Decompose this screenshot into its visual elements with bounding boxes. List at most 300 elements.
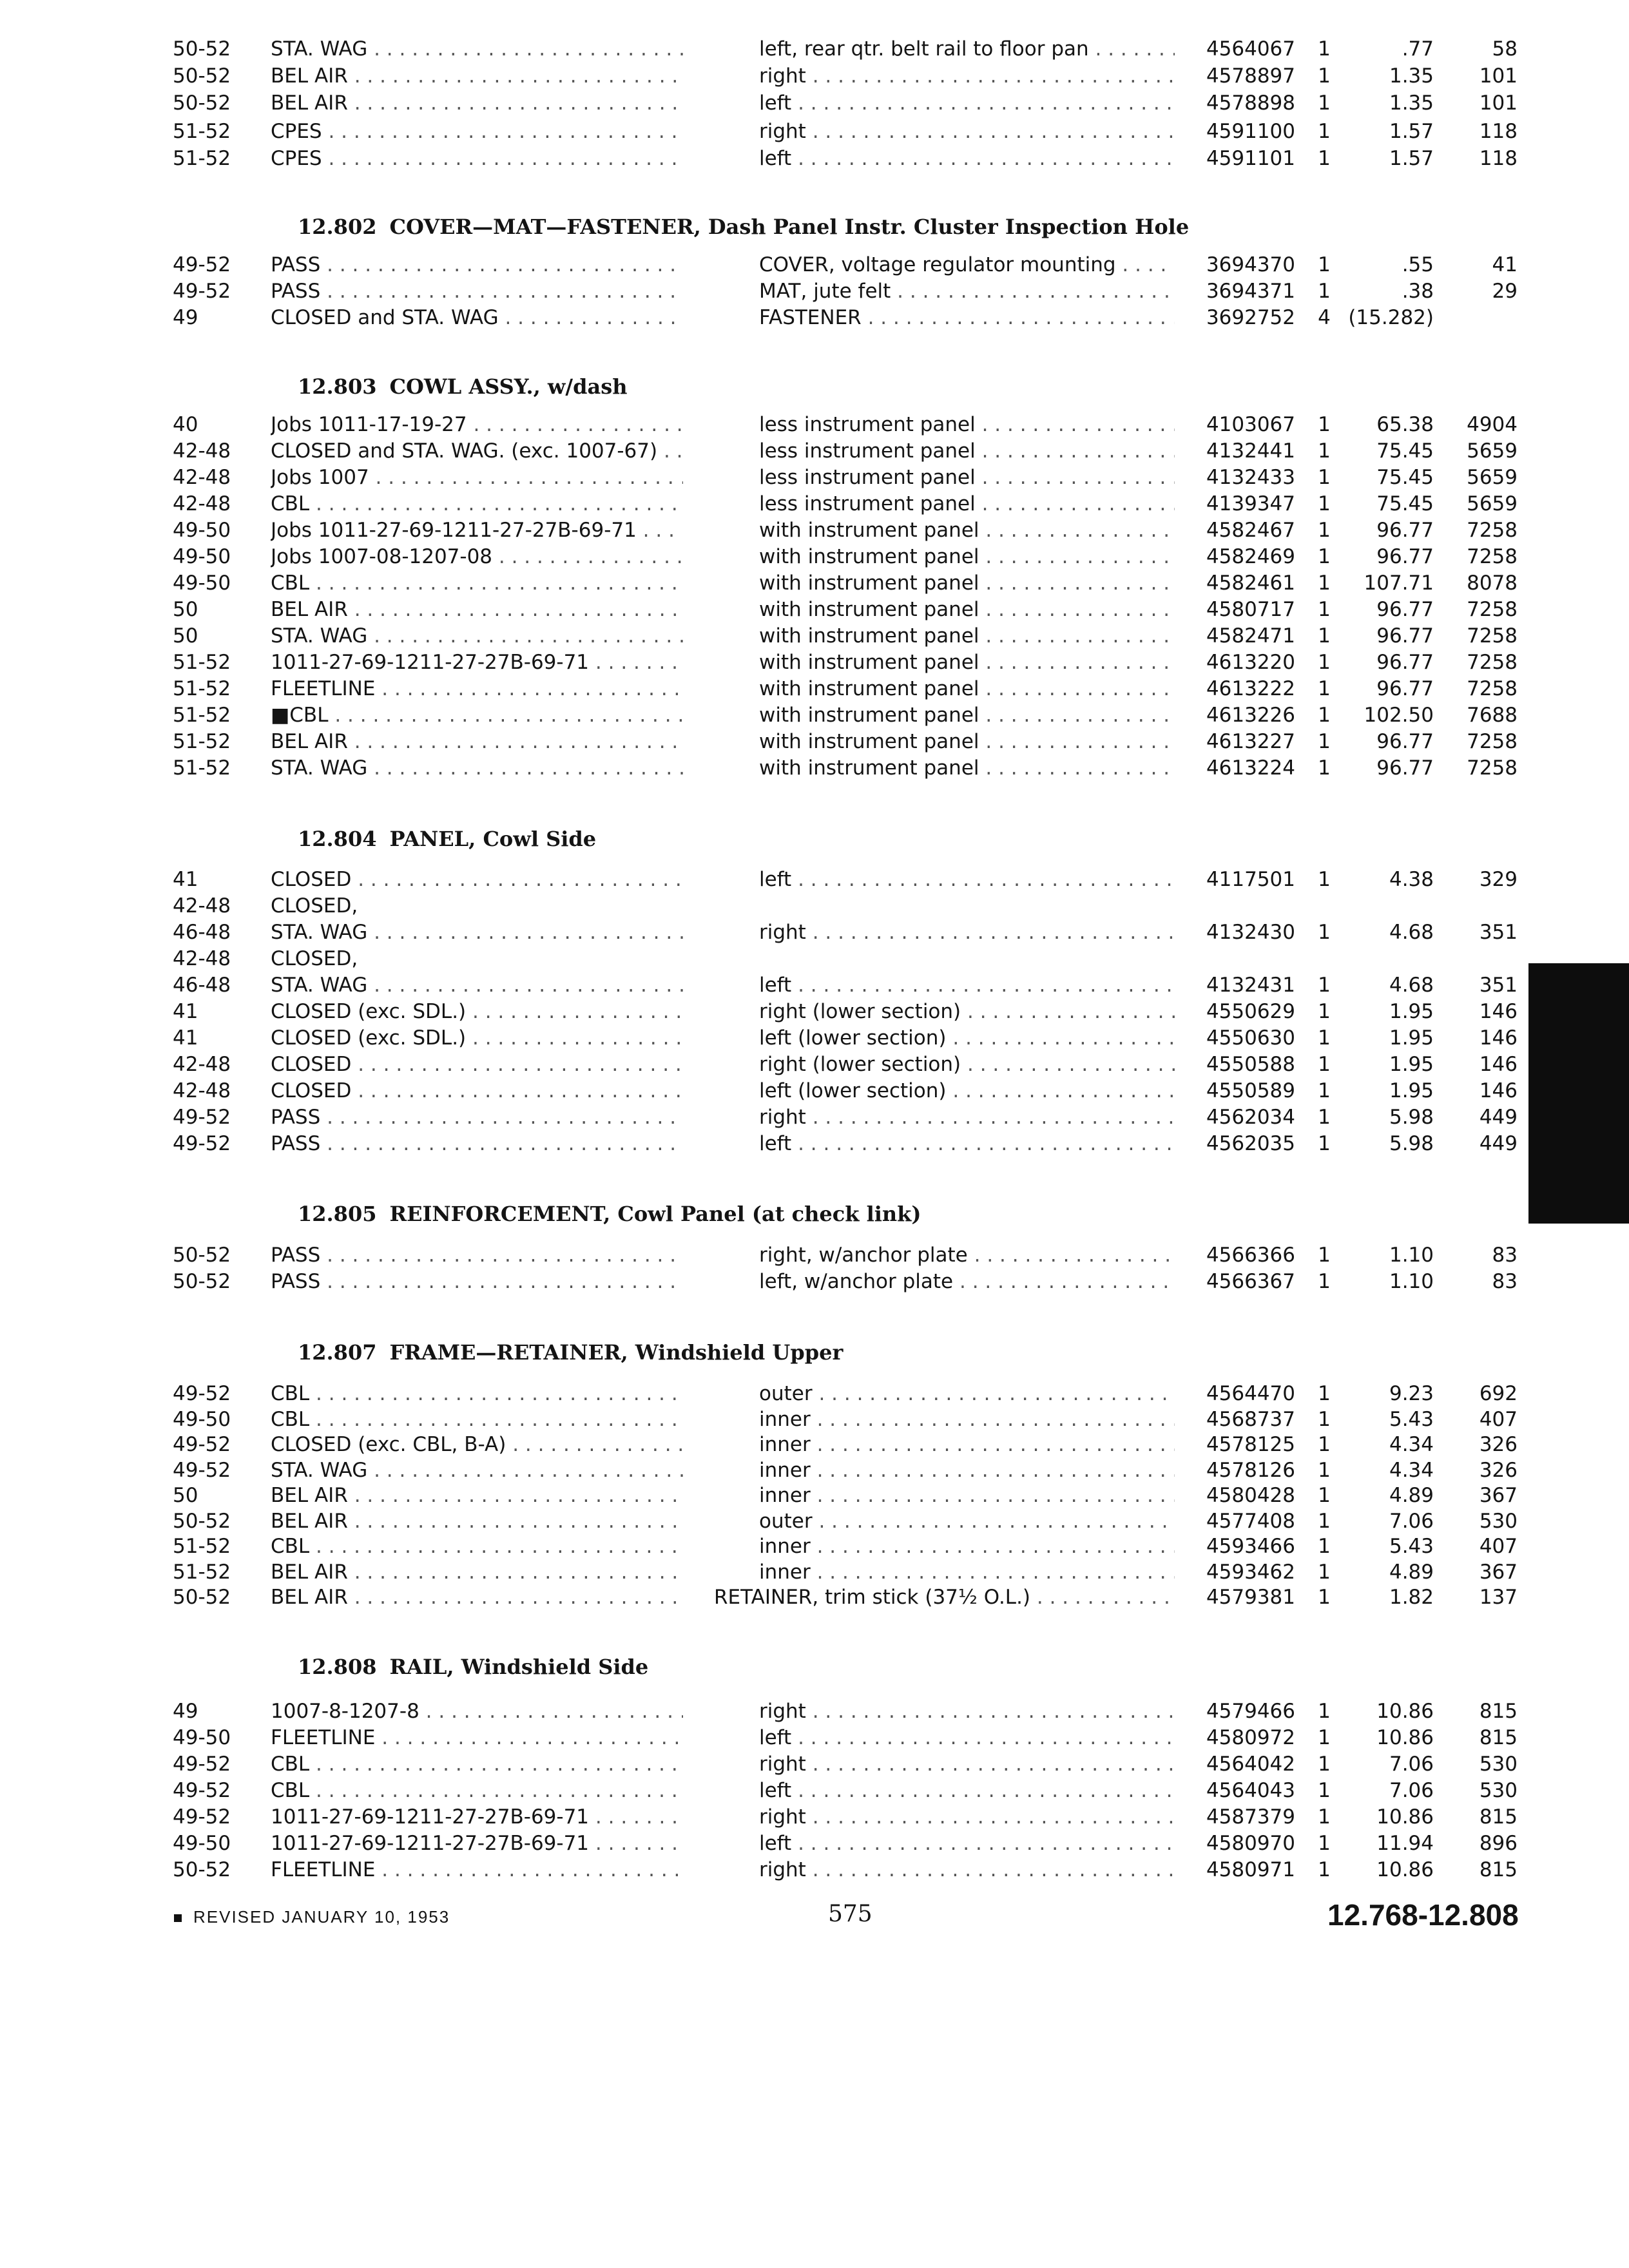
year-range: 49-52 <box>173 1106 231 1129</box>
group-number: 7258 <box>1467 624 1518 648</box>
part-description: RETAINER, trim stick (37½ O.L.) . . . <box>714 1584 1175 1611</box>
part-number: 4132441 <box>1206 439 1295 463</box>
table-row <box>0 490 1629 517</box>
group-number: 7258 <box>1467 730 1518 753</box>
model-description: ■CBL . . . <box>271 702 683 729</box>
section-number: 12.805 <box>298 1202 377 1226</box>
part-description: right . . . <box>759 1751 1175 1778</box>
year-range: 49-50 <box>173 572 231 595</box>
section-number: 12.804 <box>298 827 377 851</box>
quantity: 1 <box>1318 413 1331 436</box>
list-price: 4.34 <box>1389 1433 1434 1456</box>
section-number: 12.803 <box>298 374 377 399</box>
list-price: 1.95 <box>1389 1079 1434 1102</box>
quantity: 1 <box>1318 572 1331 595</box>
model-description: Jobs 1007 . . . <box>271 464 683 491</box>
group-number: 692 <box>1479 1382 1518 1405</box>
quantity: 1 <box>1318 730 1331 753</box>
group-number: 329 <box>1479 868 1518 891</box>
list-price: 5.98 <box>1389 1132 1434 1155</box>
part-description: with instrument panel . . . <box>759 675 1175 702</box>
group-number: 101 <box>1479 91 1518 115</box>
table-row <box>0 1751 1629 1778</box>
section-title: RAIL, Windshield Side <box>389 1655 649 1679</box>
quantity: 1 <box>1318 280 1331 303</box>
year-range: 51-52 <box>173 756 231 780</box>
model-description: BEL AIR . . . <box>271 1508 683 1535</box>
model-description: CLOSED . . . <box>271 1077 683 1104</box>
part-number: 4566366 <box>1206 1244 1295 1267</box>
model-description: CPES . . . <box>271 145 683 172</box>
list-price: 4.89 <box>1389 1561 1434 1584</box>
year-range: 42-48 <box>173 947 231 970</box>
model-description: PASS . . . <box>271 1104 683 1131</box>
quantity: 1 <box>1318 1484 1331 1507</box>
year-range: 42-48 <box>173 492 231 515</box>
list-price: 10.86 <box>1376 1858 1434 1881</box>
list-price: 7.06 <box>1389 1510 1434 1533</box>
group-number: 5659 <box>1467 466 1518 489</box>
year-range: 51-52 <box>173 651 231 674</box>
part-description: right (lower section) . . . <box>759 998 1175 1025</box>
part-number: 4550589 <box>1206 1079 1295 1102</box>
part-description: left, w/anchor plate . . . <box>759 1268 1175 1295</box>
quantity: 1 <box>1318 37 1331 61</box>
group-number: 367 <box>1479 1561 1518 1584</box>
list-price: .38 <box>1402 280 1434 303</box>
quantity: 1 <box>1318 974 1331 997</box>
list-price: 1.57 <box>1389 120 1434 143</box>
year-range: 41 <box>173 1000 198 1023</box>
part-description: less instrument panel . . . <box>759 464 1175 491</box>
quantity: 1 <box>1318 1433 1331 1456</box>
group-number: 146 <box>1479 1000 1518 1023</box>
list-price: 96.77 <box>1376 756 1434 780</box>
model-description: PASS . . . <box>271 1268 683 1295</box>
revision-note <box>174 1907 450 1927</box>
part-description: left (lower section) . . . <box>759 1024 1175 1052</box>
year-range: 50-52 <box>173 91 231 115</box>
part-description: with instrument panel . . . <box>759 754 1175 782</box>
table-row <box>0 1406 1629 1433</box>
quantity: 1 <box>1318 64 1331 88</box>
part-number: 4132431 <box>1206 974 1295 997</box>
table-row <box>0 543 1629 570</box>
part-description: inner . . . <box>759 1533 1175 1560</box>
year-range: 49-52 <box>173 1779 231 1802</box>
quantity: 1 <box>1318 120 1331 143</box>
model-description: STA. WAG . . . <box>271 754 683 782</box>
list-price: 1.35 <box>1389 91 1434 115</box>
table-row <box>0 145 1629 172</box>
quantity: 1 <box>1318 1408 1331 1431</box>
model-description: 1011-27-69-1211-27-27B-69-71 . . . <box>271 649 683 676</box>
year-range: 51-52 <box>173 147 231 170</box>
group-number: 815 <box>1479 1700 1518 1723</box>
part-description: left . . . <box>759 1777 1175 1804</box>
section-heading <box>298 213 1189 241</box>
part-number: 3694371 <box>1206 280 1295 303</box>
year-range: 46-48 <box>173 921 231 944</box>
table-row <box>0 90 1629 117</box>
model-description: STA. WAG . . . <box>271 1457 683 1484</box>
part-description: COVER, voltage regulator mounting . . . <box>759 251 1175 278</box>
quantity: 1 <box>1318 1270 1331 1293</box>
model-description: PASS . . . <box>271 1130 683 1157</box>
year-range: 49-52 <box>173 1753 231 1776</box>
part-description: with instrument panel . . . <box>759 596 1175 623</box>
group-number: 146 <box>1479 1026 1518 1050</box>
table-row <box>0 892 1629 919</box>
year-range: 42-48 <box>173 1079 231 1102</box>
year-range: 51-52 <box>173 120 231 143</box>
year-range: 41 <box>173 868 198 891</box>
part-number: 4587379 <box>1206 1805 1295 1829</box>
list-price: 1.95 <box>1389 1053 1434 1076</box>
table-row <box>0 675 1629 702</box>
section-heading <box>298 1653 648 1681</box>
part-number: 4613220 <box>1206 651 1295 674</box>
table-row <box>0 1482 1629 1509</box>
revision-text: REVISED JANUARY 10, 1953 <box>193 1907 450 1927</box>
part-description: left . . . <box>759 1830 1175 1857</box>
year-range: 50-52 <box>173 1244 231 1267</box>
part-number: 4582461 <box>1206 572 1295 595</box>
model-description: Jobs 1011-27-69-1211-27-27B-69-71 . . . <box>271 517 683 544</box>
part-description: with instrument panel . . . <box>759 622 1175 649</box>
model-description: CBL . . . <box>271 490 683 517</box>
part-number: 4580428 <box>1206 1484 1295 1507</box>
list-price: 1.82 <box>1389 1586 1434 1609</box>
model-description: CBL . . . <box>271 1777 683 1804</box>
part-number: 4580972 <box>1206 1726 1295 1749</box>
quantity: 1 <box>1318 1858 1331 1881</box>
quantity: 1 <box>1318 253 1331 276</box>
model-description: Jobs 1011-17-19-27 . . . <box>271 411 683 438</box>
group-number: 7688 <box>1467 704 1518 727</box>
model-description: BEL AIR . . . <box>271 728 683 755</box>
year-range: 42-48 <box>173 439 231 463</box>
group-number: 351 <box>1479 921 1518 944</box>
part-number: 4578898 <box>1206 91 1295 115</box>
table-row <box>0 35 1629 62</box>
part-number: 4580971 <box>1206 1858 1295 1881</box>
year-range: 49-52 <box>173 1805 231 1829</box>
table-row <box>0 1268 1629 1295</box>
part-number: 4613222 <box>1206 677 1295 700</box>
group-number: 530 <box>1479 1753 1518 1776</box>
year-range: 49-52 <box>173 1433 231 1456</box>
part-number: 4593466 <box>1206 1535 1295 1558</box>
model-description: BEL AIR . . . <box>271 1559 683 1586</box>
part-number: 4591101 <box>1206 147 1295 170</box>
year-range: 49-52 <box>173 1382 231 1405</box>
section-heading <box>298 372 628 401</box>
list-price: 1.57 <box>1389 147 1434 170</box>
quantity: 1 <box>1318 1510 1331 1533</box>
part-number: 4613226 <box>1206 704 1295 727</box>
group-number: 4904 <box>1467 413 1518 436</box>
quantity: 1 <box>1318 1726 1331 1749</box>
table-row <box>0 1077 1629 1104</box>
model-description: CLOSED and STA. WAG. (exc. 1007-67) . . . <box>271 437 683 465</box>
table-row <box>0 1777 1629 1804</box>
section-range: 12.768-12.808 <box>1327 1898 1519 1932</box>
table-row <box>0 464 1629 491</box>
part-description: with instrument panel . . . <box>759 728 1175 755</box>
group-number: 41 <box>1492 253 1518 276</box>
table-row <box>0 1856 1629 1883</box>
group-number: 530 <box>1479 1779 1518 1802</box>
group-number: 118 <box>1479 147 1518 170</box>
year-range: 49 <box>173 1700 198 1723</box>
part-number: 4117501 <box>1206 868 1295 891</box>
model-description: BEL AIR . . . <box>271 1584 683 1611</box>
group-number: 5659 <box>1467 492 1518 515</box>
part-number: 4550629 <box>1206 1000 1295 1023</box>
part-number: 4562034 <box>1206 1106 1295 1129</box>
part-description: inner . . . <box>759 1457 1175 1484</box>
list-price: 4.34 <box>1389 1459 1434 1482</box>
section-heading <box>298 1200 921 1228</box>
list-price: 4.68 <box>1389 974 1434 997</box>
year-range: 42-48 <box>173 466 231 489</box>
quantity: 1 <box>1318 1561 1331 1584</box>
part-description: right . . . <box>759 1803 1175 1831</box>
part-description: with instrument panel . . . <box>759 649 1175 676</box>
year-range: 50-52 <box>173 37 231 61</box>
year-range: 49 <box>173 306 198 329</box>
list-price: 10.86 <box>1376 1726 1434 1749</box>
list-price: 4.68 <box>1389 921 1434 944</box>
table-row <box>0 972 1629 999</box>
section-heading <box>298 825 596 853</box>
group-number: 5659 <box>1467 439 1518 463</box>
list-price: 1.95 <box>1389 1026 1434 1050</box>
part-description: right . . . <box>759 1104 1175 1131</box>
part-number: 4132430 <box>1206 921 1295 944</box>
table-row <box>0 1698 1629 1725</box>
quantity: 4 <box>1318 306 1331 329</box>
group-number: 7258 <box>1467 677 1518 700</box>
quantity: 1 <box>1318 756 1331 780</box>
table-row <box>0 62 1629 90</box>
quantity: 1 <box>1318 624 1331 648</box>
year-range: 46-48 <box>173 974 231 997</box>
table-row <box>0 570 1629 597</box>
list-price: 96.77 <box>1376 651 1434 674</box>
table-row <box>0 1130 1629 1157</box>
year-range: 42-48 <box>173 1053 231 1076</box>
part-number: 4564067 <box>1206 37 1295 61</box>
list-price: 75.45 <box>1376 492 1434 515</box>
model-description: PASS . . . <box>271 1242 683 1269</box>
year-range: 49-52 <box>173 253 231 276</box>
part-description: with instrument panel . . . <box>759 517 1175 544</box>
model-description: PASS . . . <box>271 251 683 278</box>
quantity: 1 <box>1318 1700 1331 1723</box>
table-row <box>0 998 1629 1025</box>
group-number: 101 <box>1479 64 1518 88</box>
model-description: CLOSED and STA. WAG . . . <box>271 304 683 331</box>
quantity: 1 <box>1318 439 1331 463</box>
list-price: 10.86 <box>1376 1805 1434 1829</box>
quantity: 1 <box>1318 1079 1331 1102</box>
list-price: 107.71 <box>1364 572 1434 595</box>
model-description: CBL . . . <box>271 1533 683 1560</box>
model-description: CPES . . . <box>271 118 683 145</box>
revision-marker-icon <box>174 1914 182 1922</box>
list-price: 102.50 <box>1364 704 1434 727</box>
part-description: less instrument panel . . . <box>759 437 1175 465</box>
part-number: 4568737 <box>1206 1408 1295 1431</box>
model-description: CBL . . . <box>271 1751 683 1778</box>
quantity: 1 <box>1318 1459 1331 1482</box>
part-description: right (lower section) . . . <box>759 1051 1175 1078</box>
quantity: 1 <box>1318 1535 1331 1558</box>
quantity: 1 <box>1318 1053 1331 1076</box>
part-description: left . . . <box>759 972 1175 999</box>
list-price: 4.89 <box>1389 1484 1434 1507</box>
year-range: 49-50 <box>173 519 231 542</box>
quantity: 1 <box>1318 1779 1331 1802</box>
table-row <box>0 1724 1629 1751</box>
table-row <box>0 1830 1629 1857</box>
table-row <box>0 1559 1629 1586</box>
section-title: FRAME—RETAINER, Windshield Upper <box>389 1340 843 1365</box>
model-description: Jobs 1007-08-1207-08 . . . <box>271 543 683 570</box>
group-number: 407 <box>1479 1408 1518 1431</box>
group-number: 137 <box>1479 1586 1518 1609</box>
part-number: 4564043 <box>1206 1779 1295 1802</box>
part-description: MAT, jute felt . . . <box>759 278 1175 305</box>
part-description: outer . . . <box>759 1508 1175 1535</box>
part-number: 3694370 <box>1206 253 1295 276</box>
group-number: 351 <box>1479 974 1518 997</box>
list-price: 96.77 <box>1376 545 1434 568</box>
quantity: 1 <box>1318 868 1331 891</box>
part-description: inner . . . <box>759 1559 1175 1586</box>
model-description: STA. WAG . . . <box>271 919 683 946</box>
group-number: 7258 <box>1467 598 1518 621</box>
part-number: 4613227 <box>1206 730 1295 753</box>
table-row <box>0 622 1629 649</box>
model-description: CLOSED . . . <box>271 1051 683 1078</box>
part-number: 4578126 <box>1206 1459 1295 1482</box>
quantity: 1 <box>1318 1832 1331 1855</box>
list-price: 5.43 <box>1389 1408 1434 1431</box>
list-price: 65.38 <box>1376 413 1434 436</box>
part-number: 4579381 <box>1206 1586 1295 1609</box>
part-number: 4582471 <box>1206 624 1295 648</box>
part-number: 4582469 <box>1206 545 1295 568</box>
part-description: right . . . <box>759 118 1175 145</box>
group-number: 146 <box>1479 1053 1518 1076</box>
model-description: CLOSED . . . <box>271 866 683 893</box>
part-number: 4580970 <box>1206 1832 1295 1855</box>
part-number: 4566367 <box>1206 1270 1295 1293</box>
year-range: 49-52 <box>173 280 231 303</box>
table-row <box>0 278 1629 305</box>
part-description: left . . . <box>759 90 1175 117</box>
model-description: FLEETLINE . . . <box>271 1856 683 1883</box>
section-heading <box>298 1338 843 1367</box>
list-price: 96.77 <box>1376 519 1434 542</box>
list-price: (15.282) <box>1348 306 1434 329</box>
part-description: with instrument panel . . . <box>759 570 1175 597</box>
table-row <box>0 1380 1629 1407</box>
group-number: 407 <box>1479 1535 1518 1558</box>
part-number: 4578897 <box>1206 64 1295 88</box>
quantity: 1 <box>1318 598 1331 621</box>
part-number: 4562035 <box>1206 1132 1295 1155</box>
part-number: 4578125 <box>1206 1433 1295 1456</box>
year-range: 50-52 <box>173 64 231 88</box>
quantity: 1 <box>1318 1132 1331 1155</box>
model-description: PASS . . . <box>271 278 683 305</box>
year-range: 50-52 <box>173 1270 231 1293</box>
part-description: left . . . <box>759 1724 1175 1751</box>
group-number: 7258 <box>1467 545 1518 568</box>
year-range: 51-52 <box>173 1561 231 1584</box>
group-number: 83 <box>1492 1270 1518 1293</box>
list-price: .55 <box>1402 253 1434 276</box>
model-description: STA. WAG . . . <box>271 972 683 999</box>
group-number: 367 <box>1479 1484 1518 1507</box>
table-row <box>0 754 1629 782</box>
year-range: 42-48 <box>173 894 231 918</box>
table-row <box>0 1533 1629 1560</box>
quantity: 1 <box>1318 147 1331 170</box>
table-row <box>0 1104 1629 1131</box>
year-range: 50 <box>173 598 198 621</box>
group-number: 58 <box>1492 37 1518 61</box>
table-row <box>0 649 1629 676</box>
part-description: left, rear qtr. belt rail to floor pan . . . <box>759 35 1175 62</box>
part-number: 4580717 <box>1206 598 1295 621</box>
year-range: 49-52 <box>173 1459 231 1482</box>
part-number: 4139347 <box>1206 492 1295 515</box>
group-number: 326 <box>1479 1459 1518 1482</box>
model-description: 1011-27-69-1211-27-27B-69-71 . . . <box>271 1803 683 1831</box>
model-description: CBL . . . <box>271 1380 683 1407</box>
year-range: 50 <box>173 624 198 648</box>
part-description: right . . . <box>759 1856 1175 1883</box>
quantity: 1 <box>1318 1586 1331 1609</box>
part-description: left . . . <box>759 145 1175 172</box>
quantity: 1 <box>1318 1026 1331 1050</box>
model-description: 1011-27-69-1211-27-27B-69-71 . . . <box>271 1830 683 1857</box>
year-range: 49-50 <box>173 1726 231 1749</box>
model-description: STA. WAG . . . <box>271 35 683 62</box>
list-price: 96.77 <box>1376 677 1434 700</box>
quantity: 1 <box>1318 519 1331 542</box>
quantity: 1 <box>1318 545 1331 568</box>
model-description: CBL . . . <box>271 1406 683 1433</box>
model-description: CBL . . . <box>271 570 683 597</box>
group-number: 146 <box>1479 1079 1518 1102</box>
part-number: 4550588 <box>1206 1053 1295 1076</box>
model-description: BEL AIR . . . <box>271 62 683 90</box>
quantity: 1 <box>1318 677 1331 700</box>
model-description: BEL AIR . . . <box>271 90 683 117</box>
list-price: 7.06 <box>1389 1753 1434 1776</box>
table-row <box>0 1431 1629 1458</box>
part-description: with instrument panel . . . <box>759 702 1175 729</box>
part-description: right . . . <box>759 62 1175 90</box>
year-range: 50-52 <box>173 1858 231 1881</box>
part-description: inner . . . <box>759 1431 1175 1458</box>
